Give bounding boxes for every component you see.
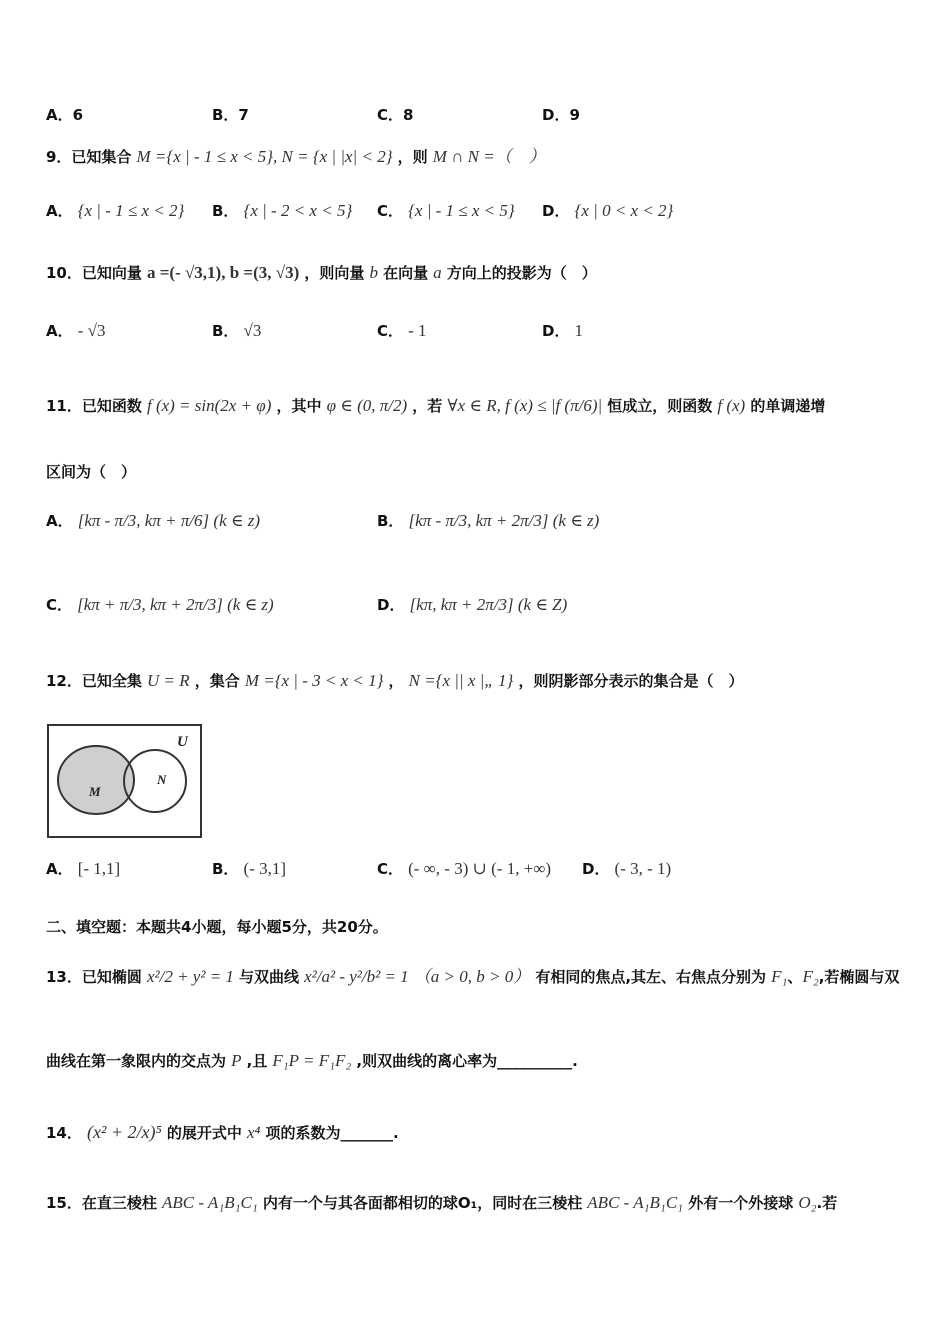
venn-svg (49, 726, 200, 836)
q15-math-o2: O₂ (798, 1193, 817, 1212)
q13-math-cond: （a > 0, b > 0） (413, 967, 531, 986)
q11-stem-mid3: 恒成立，则函数 (607, 397, 713, 415)
q13-stem-mid1: 与双曲线 (239, 968, 300, 986)
question-11-stem (46, 395, 825, 416)
q15-stem-pre: 15．在直三棱柱 (46, 1194, 157, 1212)
q14-math-x4: x⁴ (246, 1123, 261, 1142)
q11-a-label: A． (46, 512, 73, 530)
q13-math-hyperbola: x²/a² - y²/b² = 1 (304, 967, 409, 986)
q9-stem-post: ，则 (397, 148, 428, 166)
q12-b-math: (- 3,1] (243, 859, 287, 878)
q13-math-p: P (231, 1051, 242, 1070)
q11-stem-pre: 11．已知函数 (46, 397, 142, 415)
q10-b-label: B． (212, 322, 239, 340)
section-2-heading: 二、填空题：本题共4小题，每小题5分，共20分。 (46, 918, 388, 936)
venn-set-m-shape (58, 746, 134, 814)
q11-stem-mid2: ，若 (412, 397, 443, 415)
q10-a-label: A． (46, 322, 73, 340)
q10-stem-pre: 10．已知向量 (46, 264, 142, 282)
q10-a-math: - √3 (77, 321, 106, 340)
q10-c-label: C． (377, 322, 404, 340)
q9-d-label: D． (542, 202, 570, 220)
q9-a-math: {x | - 1 ≤ x < 2} (77, 201, 185, 220)
q8-option-b: B．7 (212, 106, 249, 124)
q9-option-a (46, 200, 184, 221)
venn-label-m: M (89, 784, 101, 799)
q12-option-c (377, 858, 551, 879)
q14-stem-mid: 的展开式中 (166, 1124, 242, 1142)
q9-option-c (377, 200, 515, 221)
q14-num: 14． (46, 1124, 82, 1142)
question-15-stem (46, 1192, 837, 1213)
q13-line2-pre: 曲线在第一象限内的交点为 (46, 1052, 227, 1070)
q12-c-label: C． (377, 860, 404, 878)
q9-math-ask: M ∩ N =（ ） (432, 147, 546, 166)
q11-math-cond: ∀x ∈ R, f (x) ≤ |f (π/6)| (447, 396, 603, 415)
q10-option-b (212, 320, 261, 341)
q9-stem-pre: 9．已知集合 (46, 148, 132, 166)
q9-b-math: {x | - 2 < x < 5} (243, 201, 353, 220)
q10-stem-mid1: ，则向量 (304, 264, 365, 282)
q11-c-label: C． (46, 596, 73, 614)
q13-stem-pre: 13．已知椭圆 (46, 968, 142, 986)
question-13-line2 (46, 1050, 578, 1071)
q9-c-label: C． (377, 202, 404, 220)
q8-option-a: A．6 (46, 106, 84, 124)
q10-var-b: b (369, 263, 378, 282)
q11-option-d (377, 594, 567, 615)
q15-stem-mid2: 外有一个外接球 (688, 1194, 794, 1212)
q12-c-math: (- ∞, - 3) ∪ (- 1, +∞) (408, 859, 552, 878)
q12-b-label: B． (212, 860, 239, 878)
q9-option-d (542, 200, 673, 221)
q9-c-math: {x | - 1 ≤ x < 5} (408, 201, 515, 220)
q12-d-math: (- 3, - 1) (614, 859, 672, 878)
q11-stem-line2: 区间为（ ） (46, 463, 137, 481)
q12-option-a (46, 858, 120, 879)
q15-math-prism1: ABC - A₁B₁C₁ (161, 1193, 258, 1212)
q9-d-math: {x | 0 < x < 2} (574, 201, 674, 220)
q10-option-d (542, 320, 583, 341)
q11-stem-post: 的单调递增 (750, 397, 826, 415)
q10-b-math: √3 (243, 321, 262, 340)
q13-line2-mid: ,且 (246, 1052, 268, 1070)
q8-option-d: D．9 (542, 106, 580, 124)
q11-c-math: [kπ + π/3, kπ + 2π/3] (k ∈ z) (77, 595, 274, 614)
question-9-stem (46, 142, 546, 167)
q13-stem-mid2: 有相同的焦点,其左、右焦点分别为 (535, 968, 767, 986)
q13-stem-post: ,若椭圆与双 (818, 968, 900, 986)
q10-math-vectors: a =(- √3,1), b =(3, √3) (146, 263, 300, 282)
q11-d-label: D． (377, 596, 405, 614)
q11-a-math: [kπ - π/3, kπ + π/6] (k ∈ z) (77, 511, 260, 530)
q10-c-math: - 1 (408, 321, 427, 340)
q11-math-phi: φ ∈ (0, π/2) (326, 396, 408, 415)
q10-option-c (377, 320, 427, 341)
q12-sep: ， (388, 672, 404, 690)
q13-sep: 、 (787, 968, 803, 986)
venn-label-n: N (157, 772, 167, 787)
q13-math-ellipse: x²/2 + y² = 1 (146, 967, 234, 986)
q14-math-expr: (x² + 2/x)⁵ (86, 1122, 162, 1142)
question-10-stem (46, 262, 597, 283)
q10-d-math: 1 (574, 321, 584, 340)
venn-diagram (47, 724, 202, 838)
q11-b-math: [kπ - π/3, kπ + 2π/3] (k ∈ z) (408, 511, 600, 530)
q11-option-a (46, 510, 260, 531)
q11-stem-mid1: ，其中 (276, 397, 322, 415)
q12-a-label: A． (46, 860, 73, 878)
q11-math-f: f (x) = sin(2x + φ) (146, 396, 272, 415)
q11-option-c (46, 594, 274, 615)
q15-math-prism2: ABC - A₁B₁C₁ (587, 1193, 684, 1212)
q11-option-b (377, 510, 599, 531)
q15-stem-mid1: 内有一个与其各面都相切的球O₁，同时在三棱柱 (262, 1194, 583, 1212)
q13-math-eq: F₁P = F₁F₂ (272, 1051, 352, 1070)
q12-math-u: U = R (146, 671, 190, 690)
q9-b-label: B． (212, 202, 239, 220)
q10-stem-mid2: 在向量 (383, 264, 429, 282)
q12-a-math: [- 1,1] (77, 859, 121, 878)
q10-option-a (46, 320, 105, 341)
q13-math-f2: F₂ (802, 967, 819, 986)
q12-option-b (212, 858, 286, 879)
q9-a-label: A． (46, 202, 73, 220)
q11-math-fx: f (x) (717, 396, 746, 415)
q9-option-b (212, 200, 352, 221)
venn-label-u: U (177, 734, 188, 750)
q12-stem-pre: 12．已知全集 (46, 672, 142, 690)
q15-stem-post: .若 (816, 1194, 838, 1212)
question-14-stem (46, 1122, 399, 1143)
q9-math-sets: M ={x | - 1 ≤ x < 5}, N = {x | |x| < 2} (136, 147, 393, 166)
question-12-stem (46, 670, 743, 691)
q12-option-d (582, 858, 671, 879)
q14-stem-post: 项的系数为_______. (265, 1124, 399, 1142)
q10-d-label: D． (542, 322, 570, 340)
q11-d-math: [kπ, kπ + 2π/3] (k ∈ Z) (409, 595, 568, 614)
q13-math-f1: F₁ (771, 967, 788, 986)
q10-stem-post: 方向上的投影为（ ） (446, 264, 597, 282)
q12-math-m: M ={x | - 3 < x < 1} (244, 671, 384, 690)
q12-stem-post: ，则阴影部分表示的集合是（ ） (518, 672, 744, 690)
question-13-stem (46, 962, 899, 987)
q10-var-a: a (433, 263, 442, 282)
q12-stem-mid: ，集合 (194, 672, 240, 690)
q13-line2-post: ,则双曲线的离心率为__________. (356, 1052, 578, 1070)
q12-d-label: D． (582, 860, 610, 878)
q12-math-n: N ={x || x |„ 1} (408, 671, 514, 690)
q11-b-label: B． (377, 512, 404, 530)
q8-option-c: C．8 (377, 106, 414, 124)
